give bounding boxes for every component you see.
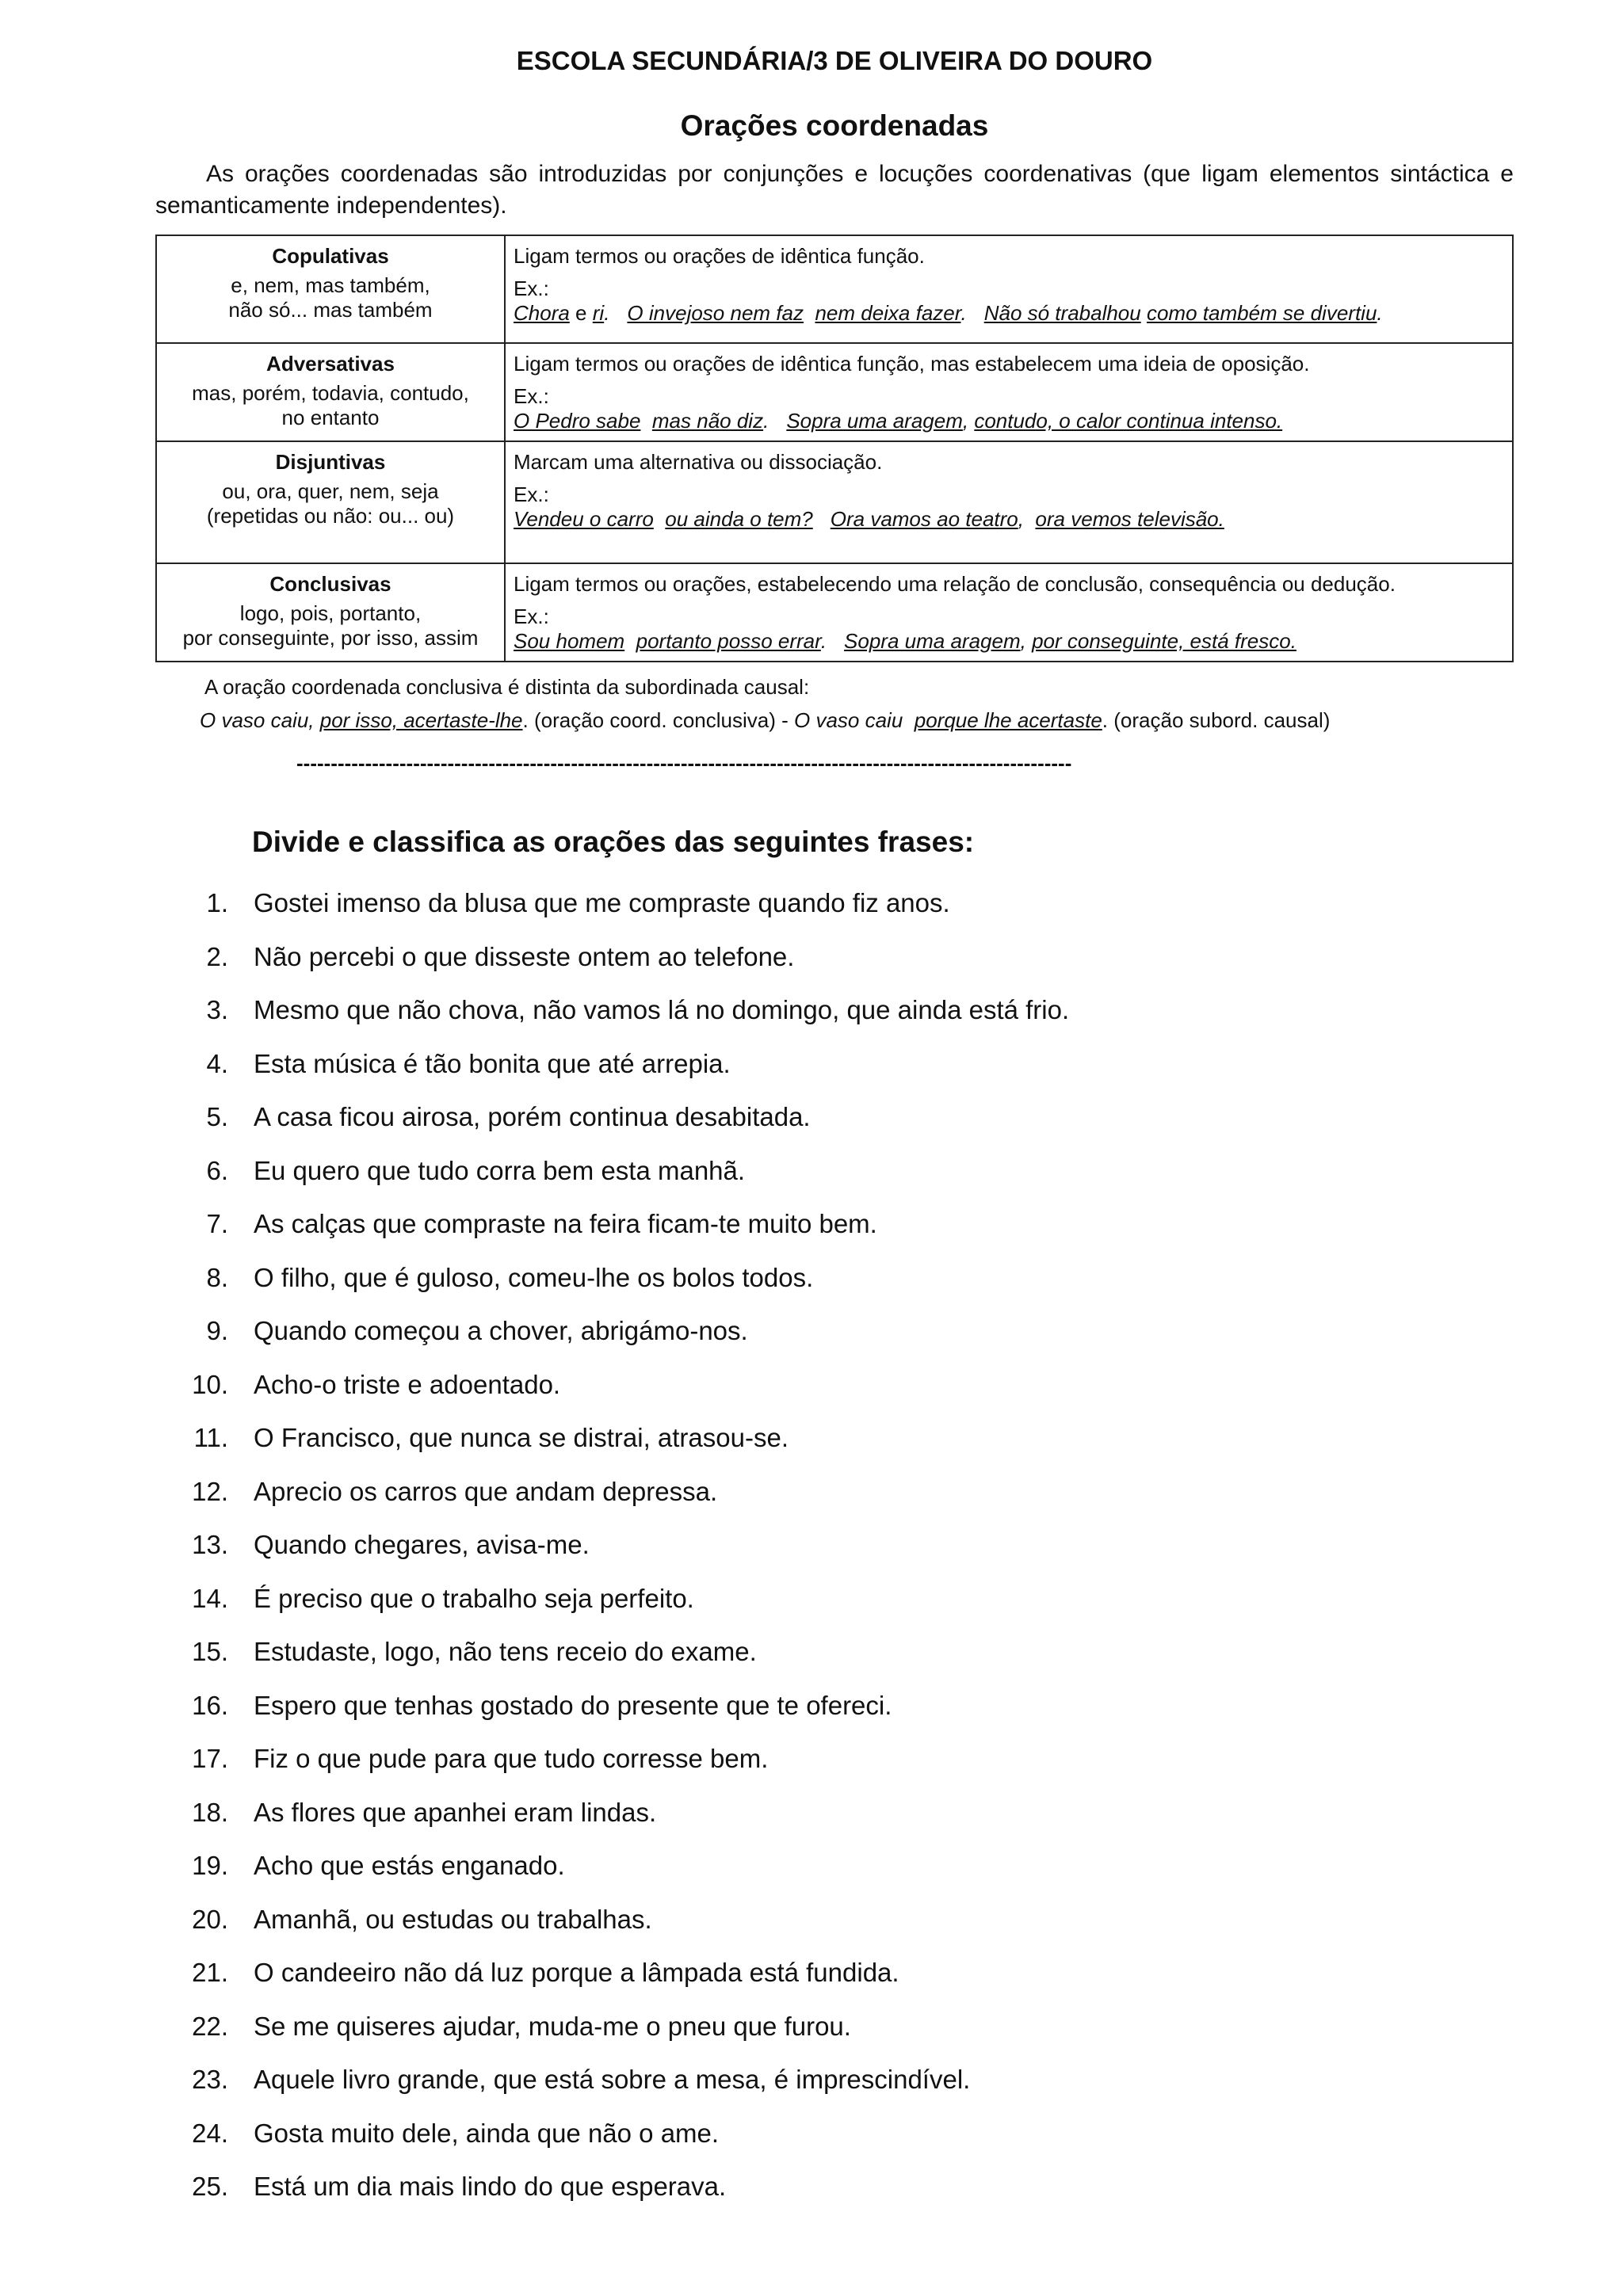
category-description: Marcam uma alternativa ou dissociação. xyxy=(514,450,883,474)
item-number: 14. xyxy=(192,1583,228,1613)
category-name: Disjuntivas xyxy=(275,450,386,474)
item-text: Se me quiseres ajudar, muda-me o pneu que furou. xyxy=(254,2011,851,2041)
conjunction-list: logo, pois, portanto, xyxy=(239,601,422,625)
example-clause: portanto posso errar xyxy=(636,629,821,653)
item-text: Não percebi o que disseste ontem ao telefone. xyxy=(254,941,795,971)
item-number: 7. xyxy=(206,1209,228,1238)
category-description: Ligam termos ou orações de idêntica função. xyxy=(514,244,925,268)
item-text: Estudaste, logo, não tens receio do exame. xyxy=(254,1637,757,1666)
item-text: Está um dia mais lindo do que esperava. xyxy=(254,2172,727,2201)
item-number: 20. xyxy=(192,1904,228,1934)
table-row-disjuntivas xyxy=(156,441,1513,563)
conjunction-list: mas, porém, todavia, contudo, xyxy=(192,381,469,405)
category-description: Ligam termos ou orações de idêntica função, mas estabelecem uma ideia de oposição. xyxy=(514,352,1310,376)
example-clause: como também se divertiu xyxy=(1146,301,1377,325)
example-clause: Sopra uma aragem xyxy=(844,629,1021,653)
item-text: As calças que compraste na feira ficam-te muito bem. xyxy=(254,1209,877,1238)
item-text: O Francisco, que nunca se distrai, atrasou-se. xyxy=(254,1423,789,1452)
item-number: 23. xyxy=(192,2065,228,2094)
example-clause: ora vemos televisão. xyxy=(1035,507,1224,531)
note-part: O vaso caiu xyxy=(794,708,903,732)
item-text: Aquele livro grande, que está sobre a mesa, é imprescindível. xyxy=(254,2065,971,2094)
item-number: 9. xyxy=(206,1316,228,1345)
example-clause: Não só trabalhou xyxy=(983,301,1141,325)
description-cell xyxy=(505,441,1513,563)
example-clause: Vendeu o carro xyxy=(514,507,654,531)
conjunction-list: e, nem, mas também, xyxy=(231,273,430,297)
item-number: 18. xyxy=(192,1797,228,1827)
table-row-conclusivas xyxy=(156,563,1513,662)
item-number: 25. xyxy=(192,2172,228,2201)
example-clause: O Pedro sabe xyxy=(514,409,641,433)
example-connector: e xyxy=(569,301,593,325)
exercise-instruction: Divide e classifica as orações das seguintes frases: xyxy=(252,826,975,858)
note-example xyxy=(200,708,1330,733)
item-number: 13. xyxy=(192,1530,228,1559)
category-cell xyxy=(156,235,505,343)
example-clause: Ora vamos ao teatro xyxy=(830,507,1018,531)
conjunctions-table xyxy=(155,235,1514,662)
example-clause: Sopra uma aragem xyxy=(786,409,963,433)
item-number: 2. xyxy=(206,941,228,971)
category-name: Adversativas xyxy=(266,352,395,376)
example-clause: ri xyxy=(592,301,605,325)
example-clause: O invejoso nem faz xyxy=(627,301,804,325)
example-clause: Chora xyxy=(514,301,570,325)
item-number: 17. xyxy=(192,1744,228,1773)
table-row-adversativas xyxy=(156,343,1513,441)
item-text: Quando chegares, avisa-me. xyxy=(254,1530,590,1559)
note-part: por isso, acertaste-lhe xyxy=(319,708,523,732)
separator-line: ----------------------------------------------------------------------------------------------------------------- xyxy=(296,751,1072,775)
item-number: 5. xyxy=(206,1102,228,1131)
item-text: Acho-o triste e adoentado. xyxy=(254,1369,561,1399)
description-cell xyxy=(505,235,1513,343)
note-line: A oração coordenada conclusiva é distinta da subordinada causal: xyxy=(204,675,810,699)
item-text: Esta música é tão bonita que até arrepia. xyxy=(254,1048,731,1078)
item-text: Eu quero que tudo corra bem esta manhã. xyxy=(254,1155,746,1185)
item-text: A casa ficou airosa, porém continua desabitada. xyxy=(254,1102,811,1131)
conjunction-list: (repetidas ou não: ou... ou) xyxy=(206,504,455,528)
item-number: 15. xyxy=(192,1637,228,1666)
item-text: Fiz o que pude para que tudo corresse bem. xyxy=(254,1744,769,1773)
item-number: 22. xyxy=(192,2011,228,2041)
example-label: Ex.: xyxy=(514,384,549,408)
item-number: 24. xyxy=(192,2118,228,2148)
item-number: 4. xyxy=(206,1048,228,1078)
intro-paragraph: As orações coordenadas são introduzidas por conjunções e locuções coordenativas (que ligam elementos sintáctica e semanticamente independentes). xyxy=(155,161,1514,219)
category-name: Conclusivas xyxy=(269,572,391,596)
item-text: Amanhã, ou estudas ou trabalhas. xyxy=(254,1904,652,1934)
category-name: Copulativas xyxy=(272,244,389,268)
item-number: 1. xyxy=(206,888,228,917)
page-title: Orações coordenadas xyxy=(680,109,989,142)
example-label: Ex.: xyxy=(514,605,549,628)
category-cell xyxy=(156,343,505,441)
item-text: O candeeiro não dá luz porque a lâmpada está fundida. xyxy=(254,1958,899,1987)
item-text: Espero que tenhas gostado do presente que te ofereci. xyxy=(254,1690,892,1720)
example-clause: nem deixa fazer xyxy=(815,301,961,325)
example-label: Ex.: xyxy=(514,277,549,300)
examples-line: Vendeu o carro ou ainda o tem? Ora vamos ao teatro, ora vemos televisão. xyxy=(514,507,1224,531)
conjunction-list: ou, ora, quer, nem, seja xyxy=(222,479,439,503)
example-clause: contudo, o calor continua intenso. xyxy=(974,409,1283,433)
item-number: 8. xyxy=(206,1262,228,1292)
item-number: 16. xyxy=(192,1690,228,1720)
item-number: 11. xyxy=(193,1423,228,1452)
school-name: ESCOLA SECUNDÁRIA/3 DE OLIVEIRA DO DOURO xyxy=(516,46,1153,75)
category-cell xyxy=(156,563,505,662)
conjunction-list: no entanto xyxy=(281,406,380,429)
item-text: Quando começou a chover, abrigámo-nos. xyxy=(254,1316,748,1345)
item-text: É preciso que o trabalho seja perfeito. xyxy=(254,1583,694,1613)
conjunction-list: não só... mas também xyxy=(228,298,433,322)
example-clause: por conseguinte, está fresco. xyxy=(1032,629,1296,653)
item-text: O filho, que é guloso, comeu-lhe os bolos todos. xyxy=(254,1262,814,1292)
item-number: 12. xyxy=(192,1476,228,1506)
example-label: Ex.: xyxy=(514,482,549,506)
description-cell xyxy=(505,563,1513,662)
conjunction-list: por conseguinte, por isso, assim xyxy=(182,626,479,650)
note-part: . (oração subord. causal) xyxy=(1102,708,1331,732)
note-part: O vaso caiu, xyxy=(200,708,320,732)
item-number: 6. xyxy=(206,1155,228,1185)
item-number: 3. xyxy=(206,995,228,1024)
category-description: Ligam termos ou orações, estabelecendo uma relação de conclusão, consequência ou dedução. xyxy=(514,572,1396,596)
note-part: porque lhe acertaste xyxy=(914,708,1102,732)
item-text: Aprecio os carros que andam depressa. xyxy=(254,1476,718,1506)
note-part: . (oração coord. conclusiva) - xyxy=(522,708,794,732)
item-text: As flores que apanhei eram lindas. xyxy=(254,1797,657,1827)
item-number: 21. xyxy=(192,1958,228,1987)
item-text: Mesmo que não chova, não vamos lá no domingo, que ainda está frio. xyxy=(254,995,1070,1024)
example-clause: mas não diz xyxy=(651,409,764,433)
example-clause: ou ainda o tem? xyxy=(665,507,813,531)
item-number: 10. xyxy=(192,1369,228,1399)
item-text: Gostei imenso da blusa que me compraste quando fiz anos. xyxy=(254,888,950,917)
examples-line: O Pedro sabe mas não diz. Sopra uma aragem, contudo, o calor continua intenso. xyxy=(514,409,1283,433)
description-cell xyxy=(505,343,1513,441)
item-text: Gosta muito dele, ainda que não o ame. xyxy=(254,2118,720,2148)
item-text: Acho que estás enganado. xyxy=(254,1851,565,1880)
category-cell xyxy=(156,441,505,563)
table-row-copulativas xyxy=(156,235,1513,343)
examples-line: Sou homem portanto posso errar. Sopra uma aragem, por conseguinte, está fresco. xyxy=(514,629,1296,653)
examples-line: Chora e ri. O invejoso nem faz nem deixa fazer. Não só trabalhou como também se divertiu. xyxy=(514,301,1383,325)
item-number: 19. xyxy=(192,1851,228,1880)
example-clause: Sou homem xyxy=(514,629,625,653)
